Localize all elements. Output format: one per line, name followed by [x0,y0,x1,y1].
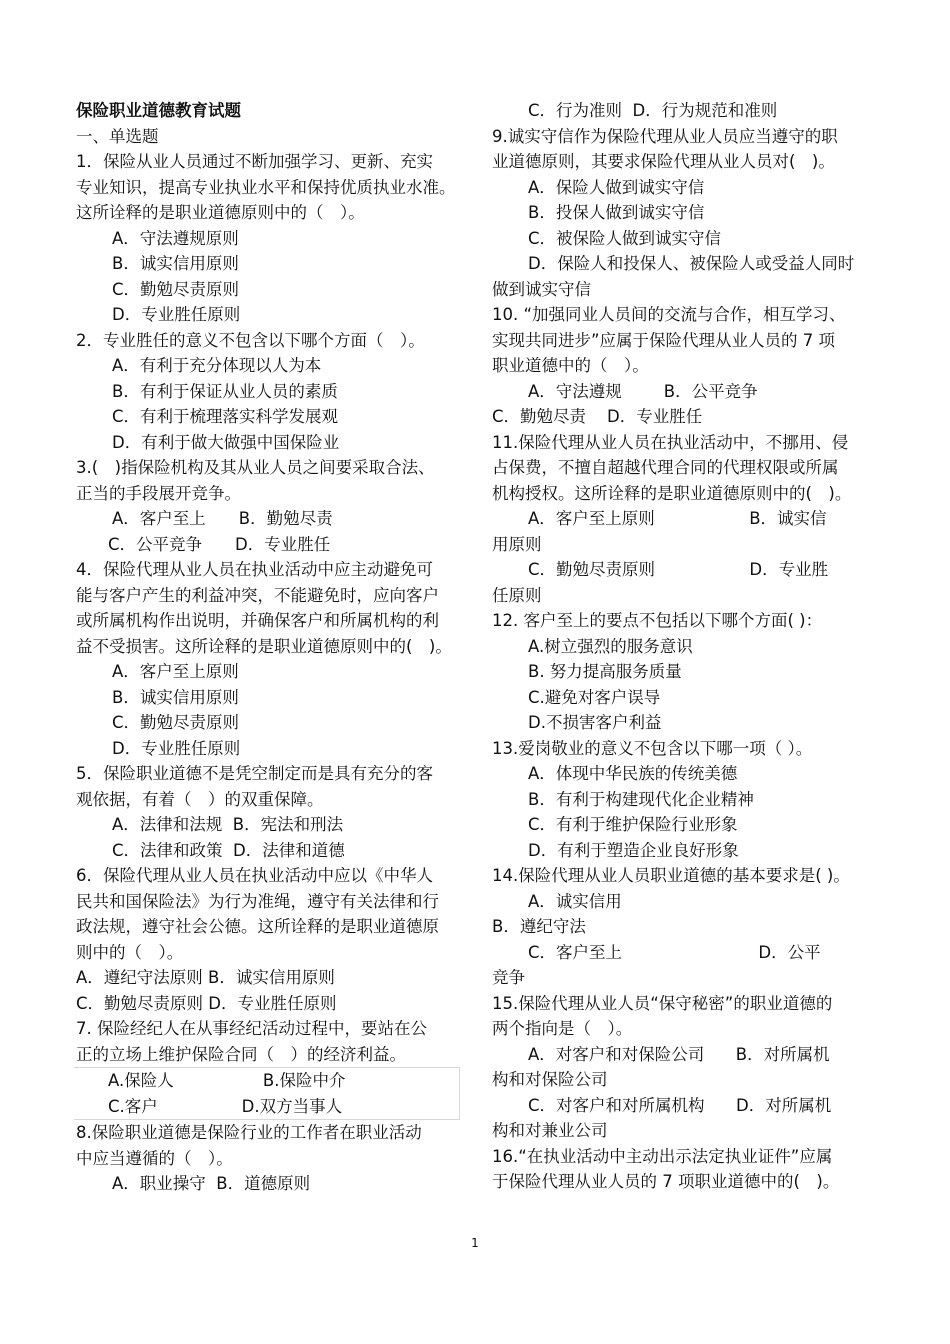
text-line: 职业道德中的（ ）。 [492,356,649,375]
option-box [74,1067,460,1120]
text-line: 一、单选题 [76,126,159,146]
text-line: A．保险人做到诚实守信 [528,177,705,197]
text-line: 16.“在执业活动中主动出示法定执业证件”应属 [492,1146,833,1166]
text-line: A．客户至上原则 B．诚实信 [528,509,827,528]
text-line: 两个指向是（ ）。 [492,1019,633,1038]
text-line: D．保险人和投保人、被保险人或受益人同时 [528,254,855,273]
text-line: B．诚实信用原则 [112,687,239,707]
text-line: C．对客户和对所属机构 D．对所属机 [528,1095,832,1115]
text-line: C．勤勉尽责原则 [112,279,240,299]
text-line: 业道德原则，其要求保险代理从业人员对( )。 [492,152,835,171]
text-line: 这所诠释的是职业道德原则中的（ ）。 [76,203,365,222]
text-line: D．专业胜任原则 [112,738,241,758]
text-line: A.树立强烈的服务意识 [528,636,693,656]
text-line: 政法规，遵守社会公德。这所诠释的是职业道德原 [76,917,439,936]
text-line: C．法律和政策 D．法律和道德 [112,840,345,860]
text-line: 7. 保险经纪人在从事经纪活动过程中，要站在公 [76,1019,427,1038]
text-line: C．有利于梳理落实科学发展观 [112,407,339,426]
text-line: A．诚实信用 [528,891,622,911]
text-line: C．勤勉尽责原则 [112,713,240,732]
text-line: 2．专业胜任的意义不包含以下哪个方面（ ）。 [76,330,425,350]
text-line: A．守法遵规 B．公平竞争 [528,381,758,401]
text-line: 则中的（ ）。 [76,942,184,962]
option-row: A.保险人 B.保险中介 [108,1071,346,1090]
text-line: B．遵纪守法 [492,917,586,936]
text-line: C．勤勉尽责原则 D．专业胜任原则 [76,993,337,1013]
text-line: C．被保险人做到诚实守信 [528,228,722,248]
text-line: 实现共同进步”应属于保险代理从业人员的 7 项 [492,330,836,350]
text-line: 于保险代理从业人员的 7 项职业道德中的( )。 [492,1172,840,1191]
text-line: D．有利于做大做强中国保险业 [112,432,340,452]
text-line: A．职业操守 B．道德原则 [112,1174,311,1193]
text-line: A．守法遵规原则 [112,228,239,248]
text-line: B. 努力提高服务质量 [528,662,682,681]
text-line: B．有利于保证从业人员的素质 [112,381,338,401]
text-line: 益不受损害。这所诠释的是职业道德原则中的( )。 [76,636,452,656]
text-line: C．有利于维护保险行业形象 [528,815,738,834]
text-line: 构和对兼业公司 [492,1121,608,1140]
text-line: 13.爱岗敬业的意义不包含以下哪一项（ ）。 [492,738,813,758]
text-line: 10. “加强同业人员间的交流与合作，相互学习、 [492,305,846,324]
text-line: C．客户至上 D．公平 [528,942,821,962]
text-line: 正当的手段展开竞争。 [76,483,241,503]
text-line: 专业知识，提高专业执业水平和保持优质执业水准。 [76,177,456,197]
text-line: 14.保险代理从业人员职业道德的基本要求是( )。 [492,866,850,885]
text-line: A．客户至上原则 [112,662,239,681]
text-line: C.避免对客户误导 [528,687,661,707]
right-column [492,98,876,1195]
text-line: 4．保险代理从业人员在执业活动中应主动避免可 [76,560,433,579]
text-line: 11.保险代理从业人员在执业活动中，不挪用、侵 [492,432,849,452]
page-number: 1 [471,1236,479,1250]
text-line: D．专业胜任原则 [112,305,241,324]
text-line: 用原则 [492,534,542,554]
text-line: A．体现中华民族的传统美德 [528,764,738,783]
text-line: 8.保险职业道德是保险行业的工作者在职业活动 [76,1123,422,1142]
text-line: C．勤勉尽责原则 D．专业胜 [528,560,829,579]
text-line: 15.保险代理从业人员“保守秘密”的职业道德的 [492,993,833,1013]
text-line: 1．保险从业人员通过不断加强学习、更新、充实 [76,152,433,171]
text-line: 12. 客户至上的要点不包括以下哪个方面( )： [492,611,823,630]
document-title: 保险职业道德教育试题 [76,101,241,120]
text-line: B．投保人做到诚实守信 [528,203,705,222]
text-line: C．勤勉尽责 D．专业胜任 [492,407,703,426]
text-line: 9.诚实守信作为保险代理从业人员应当遵守的职 [492,126,838,146]
text-line: 观依据，有着（ ）的双重保障。 [76,789,324,809]
text-line: 任原则 [492,585,542,605]
text-line: 中应当遵循的（ ）。 [76,1148,233,1168]
text-line: A．对客户和对保险公司 B．对所属机 [528,1044,830,1064]
text-line: C．行为准则 D．行为规范和准则 [528,101,778,120]
text-line: A．有利于充分体现以人为本 [112,356,322,375]
text-line: D.不损害客户利益 [528,713,662,732]
text-line: A．法律和法规 B．宪法和刑法 [112,815,344,834]
text-line: 或所属机构作出说明，并确保客户和所属机构的利 [76,611,439,630]
text-line: B．有利于构建现代化企业精神 [528,789,754,809]
text-line: 能与客户产生的利益冲突，不能避免时，应向客户 [76,585,439,605]
text-line: 做到诚实守信 [492,279,591,299]
text-line: B．诚实信用原则 [112,254,239,273]
text-line: 6．保险代理从业人员在执业活动中应以《中华人 [76,866,433,885]
text-line: C．公平竞争 D．专业胜任 [108,534,331,554]
text-line: 机构授权。这所诠释的是职业道德原则中的( )。 [492,483,852,503]
text-line: 5．保险职业道德不是凭空制定而是具有充分的客 [76,764,433,783]
option-row: C.客户 D.双方当事人 [108,1096,343,1116]
text-line: 3.( )指保险机构及其从业人员之间要采取合法、 [76,458,435,477]
text-line: A．遵纪守法原则 B．诚实信用原则 [76,968,335,987]
text-line: 正的立场上维护保险合同（ ）的经济利益。 [76,1044,406,1064]
text-line: 竞争 [492,968,525,987]
text-line: D．有利于塑造企业良好形象 [528,840,739,860]
left-column [76,98,476,1197]
text-line: 构和对保险公司 [492,1070,608,1089]
text-line: 民共和国保险法》为行为准绳，遵守有关法律和行 [76,891,439,911]
text-line: 占保费，不擅自超越代理合同的代理权限或所属 [492,458,839,477]
text-line: A．客户至上 B．勤勉尽责 [112,509,333,528]
